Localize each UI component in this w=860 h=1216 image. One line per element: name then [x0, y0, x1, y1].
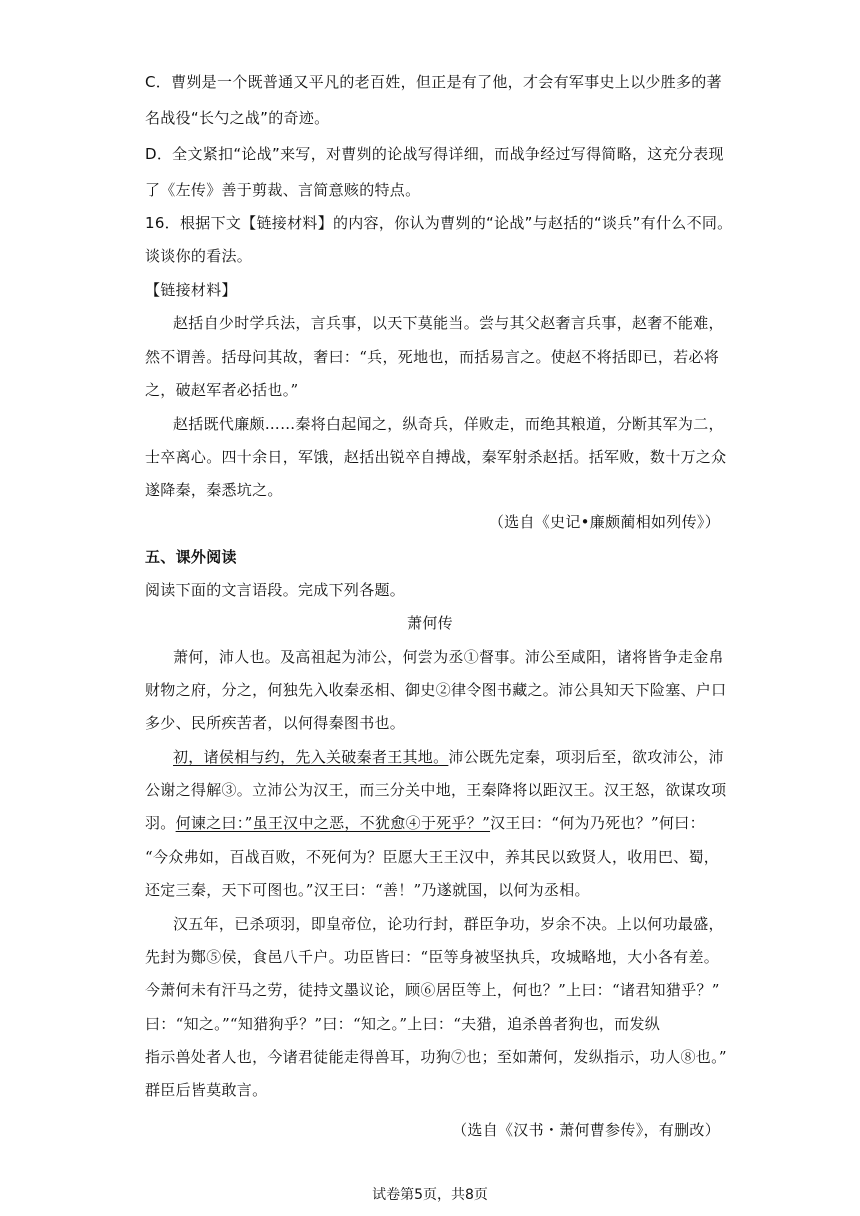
passage-para2-line-1: [173, 747, 724, 767]
link-material-para1-line-1: 赵括自少时学兵法，言兵事，以天下莫能当。尝与其父赵奢言兵事，赵奢不能难，: [173, 314, 724, 332]
passage-para2-line-1-rest: 沛公既先定秦，项羽后至，欲攻沛公，沛: [448, 748, 724, 766]
option-c-line-2: 名战役“长勺之战”的奇迹。: [145, 109, 330, 127]
passage-para2-line-2: 公谢之得解③。立沛公为汉王，而三分关中地，王秦降将以距汉王。汉王怒，欲谋攻项: [145, 781, 727, 799]
link-material-para2-line-3: 遂降秦，秦悉坑之。: [145, 481, 283, 499]
option-d-line-1: D．全文紧扣“论战”来写，对曹刿的论战写得详细，而战争经过写得简略，这充分表现: [145, 145, 724, 163]
passage-para3-line-5: 指示兽处者人也，今诸君徒能走得兽耳，功狗⑦也；至如萧何，发纵指示，功人⑧也。”: [145, 1048, 727, 1066]
passage-title: 萧何传: [407, 614, 453, 632]
passage-para3-line-4: 曰：“知之。”“知猎狗乎？”曰：“知之。”上曰：“夫猎，追杀兽者狗也，而发纵: [145, 1015, 661, 1033]
passage-para1-line-2: 财物之府，分之，何独先入收秦丞相、御史②律令图书藏之。沛公具知天下险塞、户口: [145, 681, 727, 699]
link-material-para1-line-2: 然不谓善。括母问其故，奢曰：“兵，死地也，而括易言之。使赵不将括即已，若必将: [145, 348, 720, 366]
option-c-line-1: C．曹刿是一个既普通又平凡的老百姓，但正是有了他，才会有军事史上以少胜多的著: [145, 73, 722, 91]
underlined-sentence-2: 何谏之曰：”虽王汉中之恶，不犹愈④于死乎？”: [175, 814, 491, 832]
passage-para2-line-5: 还定三秦，天下可图也。”汉王曰：“善！”乃遂就国，以何为丞相。: [145, 881, 590, 899]
link-material-para2-line-2: 士卒离心。四十余日，军饿，赵括出锐卒自搏战，秦军射杀赵括。括军败，数十万之众: [145, 448, 727, 466]
question-16-line-2: 谈谈你的看法。: [145, 247, 253, 265]
section-5-heading: 五、课外阅读: [145, 548, 237, 566]
section-5-instruction: 阅读下面的文言语段。完成下列各题。: [145, 581, 406, 599]
passage-para2-line-3: [145, 813, 720, 833]
passage-para2-line-3-pre: 羽。: [145, 814, 176, 832]
passage-para2-line-4: “今众弗如，百战百败，不死何为？臣愿大王王汉中，养其民以致贤人，收用巴、蜀，: [145, 848, 720, 866]
passage-para1-line-1: 萧何，沛人也。及高祖起为沛公，何尝为丞①督事。沛公至咸阳，诸将皆争走金帛: [173, 648, 724, 666]
passage-para3-line-1: 汉五年，已杀项羽，即皇帝位，论功行封，群臣争功，岁余不决。上以何功最盛，: [173, 915, 724, 933]
passage-para3-line-2: 先封为酂⑤侯，食邑八千户。功臣皆曰：“臣等身被坚执兵，攻城略地，大小各有差。: [145, 948, 720, 966]
passage-para3-line-6: 群臣后皆莫敢言。: [145, 1081, 268, 1099]
passage-para1-line-3: 多少、民所疾苦者，以何得秦图书也。: [145, 714, 406, 732]
passage-source: （选自《汉书・萧何曹参传》，有删改）: [452, 1121, 720, 1139]
link-material-para1-line-3: 之，破赵军者必括也。”: [145, 381, 299, 399]
passage-para3-line-3: 今萧何未有汗马之劳，徒持文墨议论，顾⑥居臣等上，何也？”上曰：“诸君知猎乎？”: [145, 981, 720, 999]
link-material-source: （选自《史记•廉颇蔺相如列传》）: [488, 513, 720, 531]
option-d-line-2: 了《左传》善于剪裁、言简意赅的特点。: [145, 181, 421, 199]
page-footer: 试卷第5页，共8页: [372, 1187, 488, 1203]
question-16-line-1: 16．根据下文【链接材料】的内容，你认为曹刿的“论战”与赵括的“谈兵”有什么不同。: [145, 214, 733, 232]
passage-para2-line-3-rest: 汉王曰：“何为乃死也？”何曰：: [490, 814, 705, 832]
link-material-para2-line-1: 赵括既代廉颇……秦将白起闻之，纵奇兵，佯败走，而绝其粮道，分断其军为二，: [173, 415, 724, 433]
underlined-sentence-1: 初，诸侯相与约，先入关破秦者王其地。: [173, 748, 449, 766]
link-material-heading: 【链接材料】: [145, 281, 237, 299]
